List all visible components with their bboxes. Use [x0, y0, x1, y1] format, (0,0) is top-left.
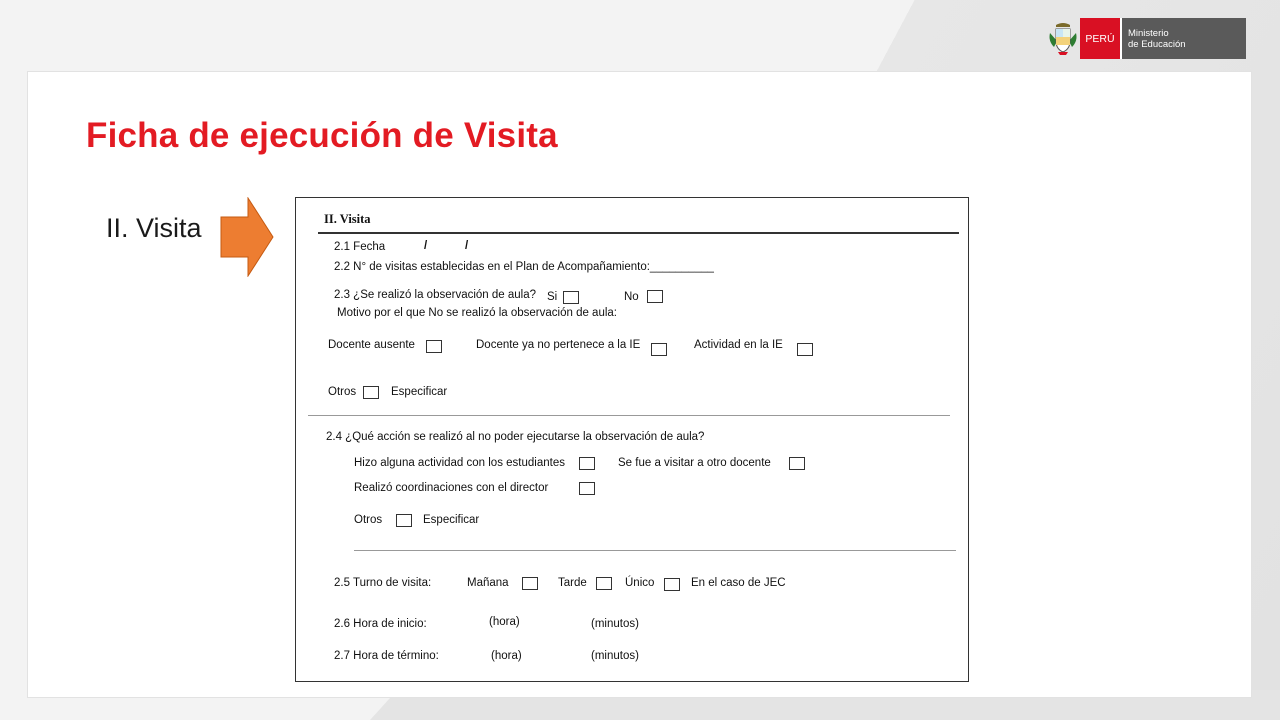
coordinaciones-label: Realizó coordinaciones con el director — [354, 482, 549, 494]
q2-3-no-checkbox[interactable] — [647, 290, 663, 303]
q2-7-label: 2.7 Hora de término: — [334, 650, 439, 662]
q2-6-hora-unit: (hora) — [489, 616, 520, 628]
peru-label: PERÚ — [1080, 18, 1122, 59]
coat-of-arms-icon — [1046, 18, 1080, 59]
actividad-ie-label: Actividad en la IE — [694, 339, 783, 351]
q2-3-label: 2.3 ¿Se realizó la observación de aula? — [334, 289, 537, 301]
docente-no-pertenece-label: Docente ya no pertenece a la IE — [476, 339, 641, 351]
q2-4-label: 2.4 ¿Qué acción se realizó al no poder ejecutarse la observación de aula? — [326, 431, 705, 443]
unico-checkbox[interactable] — [664, 578, 680, 591]
visitar-otro-label: Se fue a visitar a otro docente — [618, 457, 771, 469]
q2-1-label: 2.1 Fecha — [334, 241, 386, 253]
tarde-label: Tarde — [558, 577, 587, 589]
otros-2-checkbox[interactable] — [396, 514, 412, 527]
section-label: II. Visita — [106, 213, 202, 243]
otros-2-label: Otros — [354, 514, 383, 526]
ministry-line-2: de Educación — [1128, 39, 1186, 50]
slide-title: Ficha de ejecución de Visita — [86, 116, 558, 155]
actividad-ie-checkbox[interactable] — [797, 343, 813, 356]
jec-label: En el caso de JEC — [691, 577, 786, 589]
q2-1-slash-2: / — [465, 240, 469, 252]
form-heading: II. Visita — [324, 212, 371, 226]
hizo-actividad-label: Hizo alguna actividad con los estudiantes — [354, 457, 565, 469]
q2-3-no-label: No — [624, 291, 639, 303]
manana-checkbox[interactable] — [522, 577, 538, 590]
hizo-actividad-checkbox[interactable] — [579, 457, 595, 470]
q2-1-slash-1: / — [424, 240, 428, 252]
docente-ausente-label: Docente ausente — [328, 339, 415, 351]
q2-7-hora-unit: (hora) — [491, 650, 522, 662]
visit-form — [295, 197, 969, 682]
q2-6-minutos-unit: (minutos) — [591, 618, 639, 630]
ministry-line-1: Ministerio — [1128, 28, 1169, 39]
q2-6-label: 2.6 Hora de inicio: — [334, 618, 427, 630]
arrow-right-icon — [220, 197, 274, 277]
visitar-otro-checkbox[interactable] — [789, 457, 805, 470]
tarde-checkbox[interactable] — [596, 577, 612, 590]
q2-3-si-checkbox[interactable] — [563, 291, 579, 304]
q2-2-label: 2.2 N° de visitas establecidas en el Plan de Acompañamiento:__________ — [334, 261, 714, 273]
q2-3-motivo-label: Motivo por el que No se realizó la observación de aula: — [337, 307, 617, 319]
ministry-label — [1122, 18, 1246, 59]
minedu-logo — [1046, 18, 1246, 59]
otros-1-checkbox[interactable] — [363, 386, 379, 399]
q2-3-si-label: Si — [547, 291, 558, 303]
coordinaciones-checkbox[interactable] — [579, 482, 595, 495]
unico-label: Único — [625, 577, 655, 589]
manana-label: Mañana — [467, 577, 509, 589]
q2-5-label: 2.5 Turno de visita: — [334, 577, 432, 589]
otros-1-label: Otros — [328, 386, 357, 398]
especificar-2-label: Especificar — [423, 514, 480, 526]
form-divider-2 — [354, 550, 956, 551]
docente-ausente-checkbox[interactable] — [426, 340, 442, 353]
form-heading-rule — [318, 232, 959, 234]
form-divider-1 — [308, 415, 950, 416]
especificar-1-label: Especificar — [391, 386, 448, 398]
q2-7-minutos-unit: (minutos) — [591, 650, 639, 662]
docente-no-pertenece-checkbox[interactable] — [651, 343, 667, 356]
